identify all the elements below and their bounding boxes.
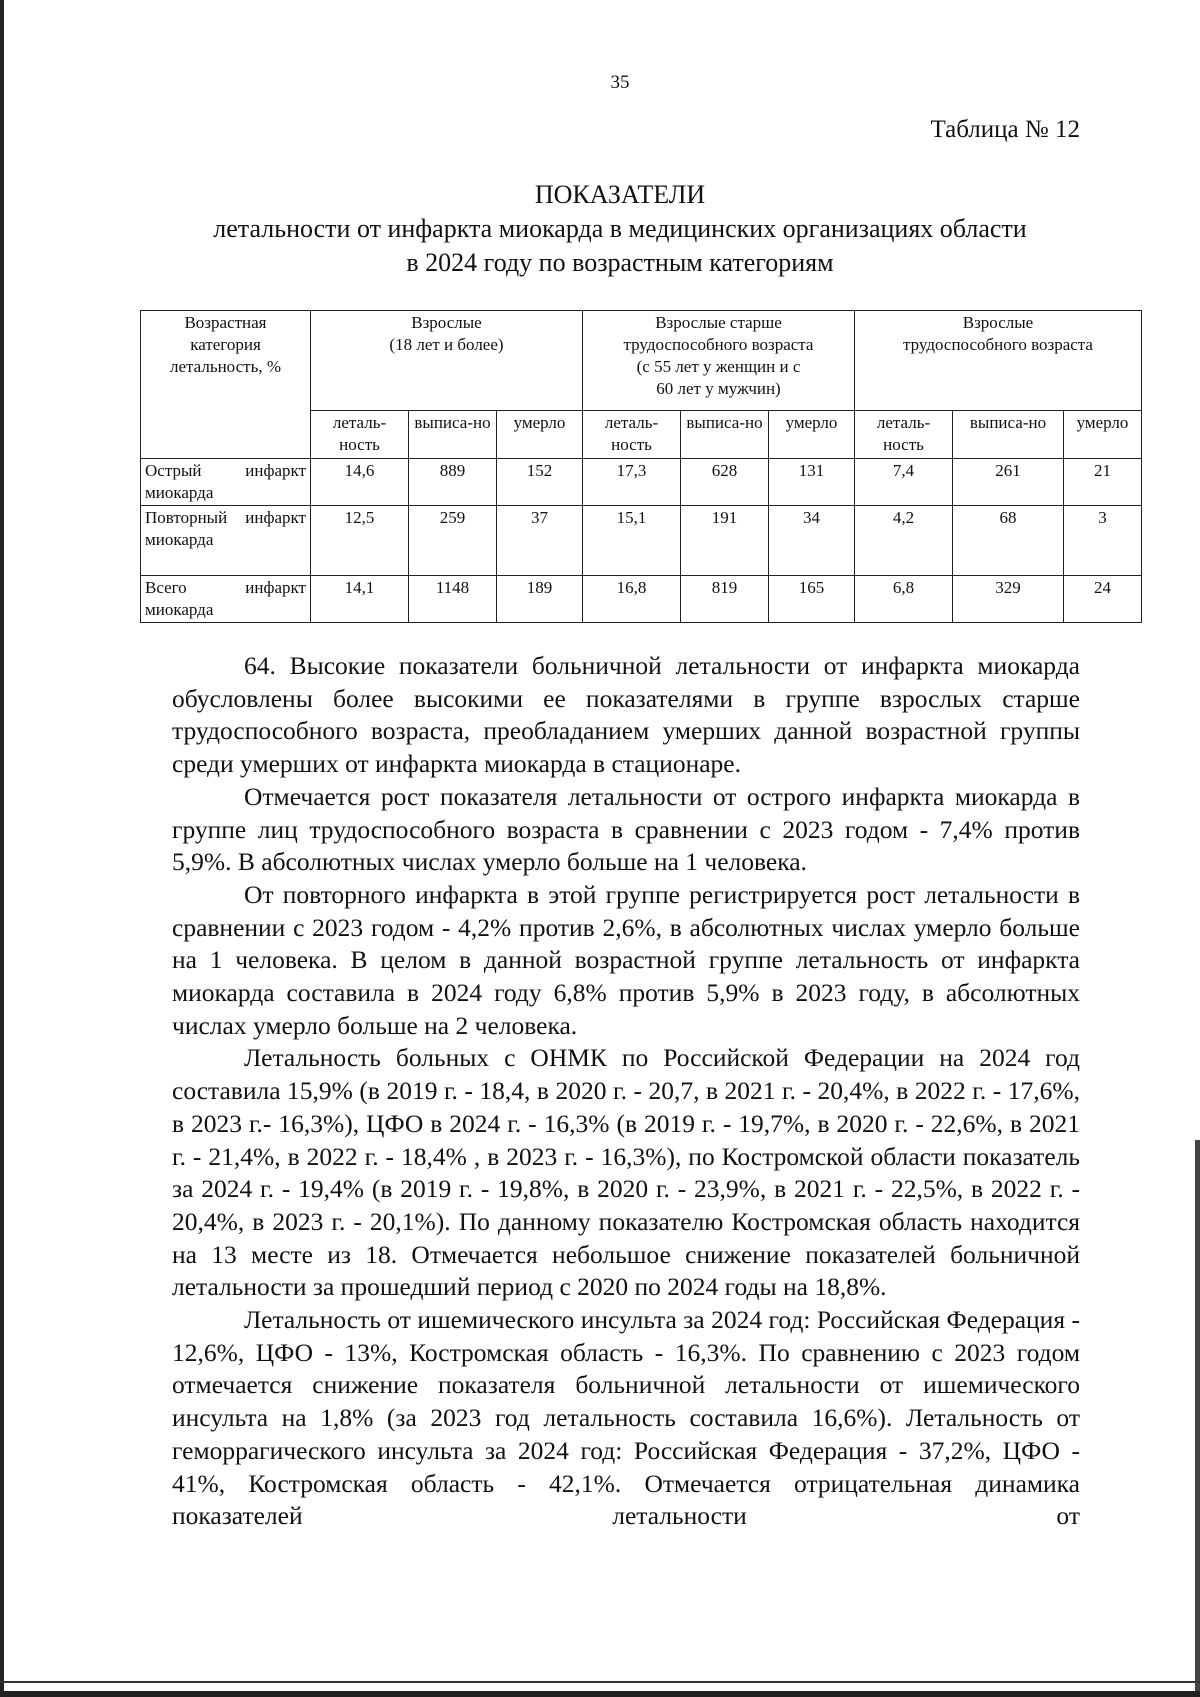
group-header-working-age [855,311,1142,411]
table-cell: 628 [681,459,769,506]
table-cell: 37 [497,506,583,576]
table-cell: 3 [1064,506,1142,576]
mortality-table [140,310,1142,623]
table-cell: 191 [681,506,769,576]
table-cell: 12,5 [311,506,409,576]
subheader-discharged: выписа-но [681,411,769,459]
table-cell: 189 [497,576,583,623]
table-cell: 68 [953,506,1064,576]
paragraph: Летальность больных с ОНМК по Российской Федерации на 2024 год составила 15,9% (в 2019 г. - 18,4, в 2020 г. - 20,7, в 2021 г. - 20,4%, в 2022 г. - 17,6%, в 2023 г.- 16,3%), ЦФО в 2024 г. - 16,3% (в 2019 г. - 19,7%, в 2020 г. - 22,6%, в 2021 г. - 21,4%, в 2022 г. - 18,4% , в 2023 г. - 16,3%), по Костромской области показатель за 2024 г. - 19,4% (в 2019 г. - 19,8%, в 2020 г. - 23,9%, в 2021 г. - 22,5%, в 2022 г. - 20,4%, в 2023 г. - 20,1%). По данному показателю Костромская область находится на 13 месте из 18. Отмечается небольшое снижение показателей больничной летальности за прошедший период с 2020 по 2024 годы на 18,8%. [172,1043,1080,1302]
table-subtitle-line-2: в 2024 году по возрастным категориям [406,248,834,277]
subheader-died: умерло [497,411,583,459]
table-cell: 16,8 [583,576,681,623]
group-header-line: (с 55 лет у женщин и с [636,357,801,376]
paragraph: От повторного инфаркта в этой группе регистрируется рост летальности в сравнении с 2023 годом - 4,2% против 2,6%, в абсолютных числах умерло больше на 1 человека. В целом в данной возрастной группе летальность от инфаркта миокарда составила в 2024 году 6,8% против 5,9% в 2023 году, в абсолютных числах умерло больше на 2 человека. [172,879,1080,1040]
subheader-mortality: леталь-ность [311,411,409,459]
table-cell: 819 [681,576,769,623]
group-header-line: (18 лет и более) [389,335,504,354]
group-header-adults [311,311,583,411]
table-cell: 14,1 [311,576,409,623]
subheader-died: умерло [1064,411,1142,459]
scan-edge-bottom [0,1691,1200,1697]
corner-header-line: летальность, % [169,357,281,376]
paragraph: 64. Высокие показатели больничной летальности от инфаркта миокарда обусловлены более высокими ее показателями в группе взрослых старше трудоспособного возраста, преобладанием умерших данной возрастной группы среди умерших от инфаркта миокарда в стационаре. [172,651,1080,779]
table-cell: 165 [769,576,855,623]
table-cell: 889 [409,459,497,506]
table-cell: 17,3 [583,459,681,506]
corner-header-line: категория [190,335,261,354]
group-header-line: трудоспособного возраста [623,335,814,354]
body-text [172,650,1080,1533]
table-cell: 34 [769,506,855,576]
group-header-line: Взрослые [962,313,1034,332]
corner-header-cell [141,311,311,459]
group-header-line: трудоспособного возраста [903,335,1093,354]
group-header-line: 60 лет у мужчин) [656,379,781,398]
subheader-mortality: леталь-ность [583,411,681,459]
table-cell: 152 [497,459,583,506]
scan-edge-right [1195,1140,1200,1697]
table-label: Таблица № 12 [930,116,1080,143]
table-cell: 6,8 [855,576,953,623]
table-cell: 259 [409,506,497,576]
table-cell: 1148 [409,576,497,623]
group-header-line: Взрослые старше [655,313,782,332]
row-label: Острый инфаркт миокарда [141,459,311,506]
paragraph: Летальность от ишемического инсульта за 2024 год: Российская Федерация - 12,6%, ЦФО - 13%, Костромская область - 16,3%. По сравнению с 2023 годом отмечается снижение показателя больничной летальности от ишемического инсульта на 1,8% (за 2023 год летальность составила 16,6%). Летальность от геморрагического инсульта за 2024 год: Российская Федерация - 37,2%, ЦФО - 41%, Костромская область - 42,1%. Отмечается отрицательная динамика показателей летальности от [172,1305,1080,1531]
table-cell: 131 [769,459,855,506]
corner-header-line: Возрастная [184,313,267,332]
table-cell: 7,4 [855,459,953,506]
table-cell: 329 [953,576,1064,623]
table-cell: 24 [1064,576,1142,623]
table-cell: 4,2 [855,506,953,576]
table-header-row [141,311,1142,411]
table-subtitle-line-1: летальности от инфаркта миокарда в медицинских организациях области [213,214,1027,243]
subheader-discharged: выписа-но [409,411,497,459]
table-cell: 14,6 [311,459,409,506]
table-cell: 21 [1064,459,1142,506]
table-row [141,459,1142,506]
page-number: 35 [610,72,630,93]
table-row [141,576,1142,623]
table-title: ПОКАЗАТЕЛИ [534,180,706,209]
subheader-died: умерло [769,411,855,459]
paragraph: Отмечается рост показателя летальности от острого инфаркта миокарда в группе лиц трудоспособного возраста в сравнении с 2023 годом - 7,4% против 5,9%. В абсолютных числах умерло больше на 1 человека. [172,781,1080,877]
scan-line-bottom [0,1681,1200,1683]
row-label: Всего инфаркт миокарда [141,576,311,623]
subheader-discharged: выписа-но [953,411,1064,459]
group-header-elderly [583,311,855,411]
subheader-mortality: леталь-ность [855,411,953,459]
group-header-line: Взрослые [411,313,482,332]
table-row [141,506,1142,576]
table-cell: 15,1 [583,506,681,576]
row-label: Повторный инфаркт миокарда [141,506,311,576]
table-cell: 261 [953,459,1064,506]
